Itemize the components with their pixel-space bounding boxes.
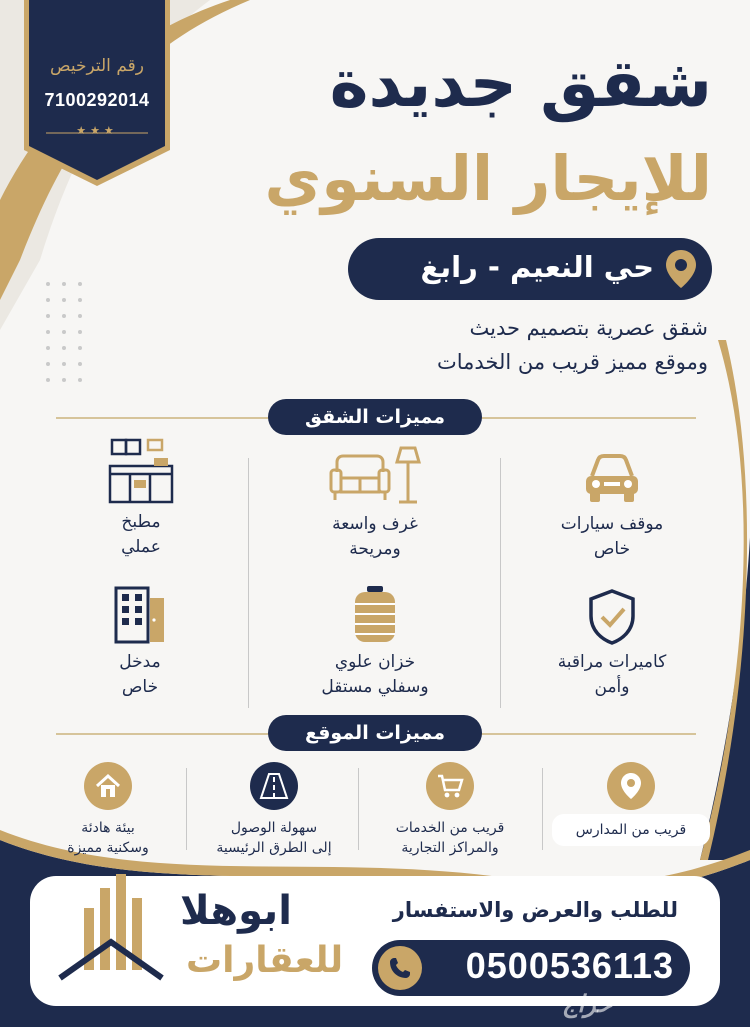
location-feature-schools <box>552 762 710 846</box>
feature-label: خاص <box>121 676 159 697</box>
license-number: 7100292014 <box>44 90 150 110</box>
headline-line1: شقق جديدة <box>329 45 712 122</box>
location-text: حي النعيم - رابغ <box>420 250 654 284</box>
building-entrance-icon <box>110 584 170 646</box>
watermark: حراج <box>562 990 613 1018</box>
feature-label: ومريحة <box>349 538 401 559</box>
description-line1: شقق عصرية بتصميم حديث <box>469 316 708 340</box>
brand-subtitle: للعقارات <box>186 940 344 981</box>
feature-label: موقف سيارات <box>560 514 664 534</box>
car-icon <box>580 452 644 508</box>
feature-label: مطبخ <box>121 512 161 532</box>
road-icon <box>250 762 298 810</box>
kitchen-icon <box>106 436 176 506</box>
feature-label: كاميرات مراقبة <box>557 652 667 672</box>
sofa-lamp-icon <box>327 446 423 508</box>
feature-label: خاص <box>593 538 631 559</box>
map-pin-icon <box>664 248 698 290</box>
location-feature-label: إلى الطرق الرئيسية <box>216 840 332 857</box>
location-feature-environment <box>40 762 176 859</box>
location-feature-label: والمراكز التجارية <box>401 840 499 857</box>
location-feature-label: سهولة الوصول <box>230 820 318 836</box>
location-feature-label: بيئة هادئة <box>81 820 135 836</box>
license-label: رقم الترخيص <box>50 56 144 76</box>
phone-number[interactable]: 0500536113 <box>465 945 674 986</box>
feature-label: غرف واسعة <box>332 514 418 534</box>
feature-kitchen <box>41 436 241 559</box>
headline-line2: للإيجار السنوي <box>264 142 712 215</box>
feature-entrance <box>40 584 240 699</box>
feature-water-tank <box>275 584 475 699</box>
feature-rooms <box>275 446 475 561</box>
column-divider <box>358 768 359 850</box>
phone-pill[interactable] <box>372 940 690 996</box>
location-feature-label: قريب من المدارس <box>552 814 710 846</box>
column-divider <box>248 458 249 708</box>
feature-security <box>512 588 712 699</box>
column-divider <box>186 768 187 850</box>
location-feature-label: قريب من الخدمات <box>395 820 505 836</box>
column-divider <box>542 768 543 850</box>
apartment-features-title: مميزات الشقق <box>268 399 482 435</box>
column-divider <box>500 458 501 708</box>
shield-check-icon <box>585 588 639 646</box>
brand-name: ابوهلا <box>180 888 292 934</box>
building-logo <box>56 868 166 986</box>
dots-decoration <box>46 282 82 382</box>
location-feature-roads <box>196 762 352 859</box>
location-feature-label: وسكنية مميزة <box>67 840 149 857</box>
shopping-cart-icon <box>426 762 474 810</box>
phone-icon <box>378 946 422 990</box>
feature-label: خزان علوي <box>334 652 416 672</box>
feature-label: عملي <box>121 536 161 557</box>
description-line2: وموقع مميز قريب من الخدمات <box>436 350 708 374</box>
house-icon <box>84 762 132 810</box>
feature-label: مدخل <box>119 652 161 672</box>
water-tank-icon <box>349 584 401 646</box>
contact-cta: للطلب والعرض والاستفسار <box>392 898 678 922</box>
feature-parking <box>512 452 712 561</box>
map-pin-icon <box>607 762 655 810</box>
feature-label: وأمن <box>594 676 630 697</box>
location-feature-services <box>370 762 530 859</box>
location-pill <box>348 238 712 300</box>
location-features-title: مميزات الموقع <box>268 715 482 751</box>
badge-stars: ★★★ <box>76 124 118 137</box>
feature-label: وسفلي مستقل <box>321 676 429 697</box>
